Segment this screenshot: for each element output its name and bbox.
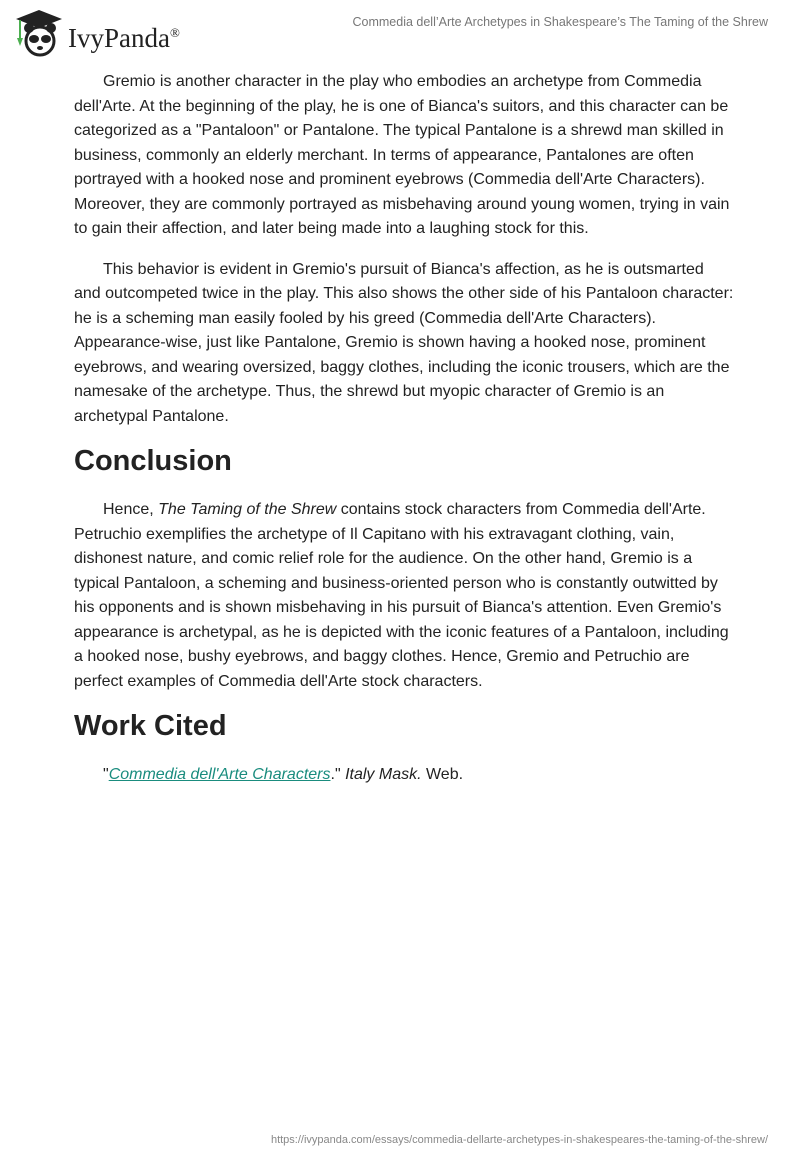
works-cited-heading: Work Cited	[74, 710, 227, 742]
panda-graduate-icon	[14, 8, 64, 58]
conclusion-paragraph: Hence, The Taming of the Shrew contains stock characters from Commedia dell'Arte. Petruchio exemplifies the archetype of Il Capitano with his extravagant clothing, vain, dishonest nature, and comic relief role for the audience. On the other hand, Gremio is a typical Pantaloon, a scheming and business-oriented person who is constantly outwitted by his opponents and is shown misbehaving in his pursuit of Bianca's attention. Even Gremio's appearance is archetypal, as he is depicted with the iconic features of a Pantaloon, including a hooked nose, bushy eyebrows, and baggy clothes. Hence, Gremio and Petruchio are perfect examples of Commedia dell'Arte stock characters.	[74, 501, 729, 690]
footer-url: https://ivypanda.com/essays/commedia-dellarte-archetypes-in-shakespeares-the-taming-of-the-shrew/	[270, 1134, 768, 1146]
citation-link[interactable]: Commedia dell'Arte Characters	[108, 766, 331, 783]
document-title: Commedia dell’Arte Archetypes in Shakespeare’s The Taming of the Shrew	[352, 15, 768, 29]
paragraph: Gremio is another character in the play who embodies an archetype from Commedia dell'Arte. At the beginning of the play, he is one of Bianca's suitors, and this character can be categorized as a "Pantaloon" or Pantalone. The typical Pantalone is a shrewd man skilled in business, commonly an elderly merchant. In terms of appearance, Pantalones are often portrayed with a hooked nose and prominent eyebrows (Commedia dell'Arte Characters). Moreover, they are commonly portrayed as misbehaving around young women, trying in vain to gain their affection, and later being made into a laughing stock for this.	[74, 73, 730, 237]
essay-content	[74, 70, 734, 787]
paragraph: This behavior is evident in Gremio's pursuit of Bianca's affection, as he is outsmarted and outcompeted twice in the play. This also shows the other side of his Pantaloon character: he is a scheming man easily fooled by his greed (Commedia dell'Arte Characters). Appearance-wise, just like Pantalone, Gremio is shown having a hooked nose, prominent eyebrows, and wearing oversized, baggy clothes, including the iconic trousers, which are the namesake of the archetype. Thus, the shrewd but myopic character of Gremio is an archetypal Pantalone.	[74, 260, 734, 425]
conclusion-heading: Conclusion	[74, 445, 232, 477]
ivypanda-logo[interactable]	[14, 8, 180, 58]
citation: "Commedia dell'Arte Characters." Italy Mask. Web.	[103, 766, 464, 783]
logo-text: IvyPanda®	[68, 22, 180, 53]
